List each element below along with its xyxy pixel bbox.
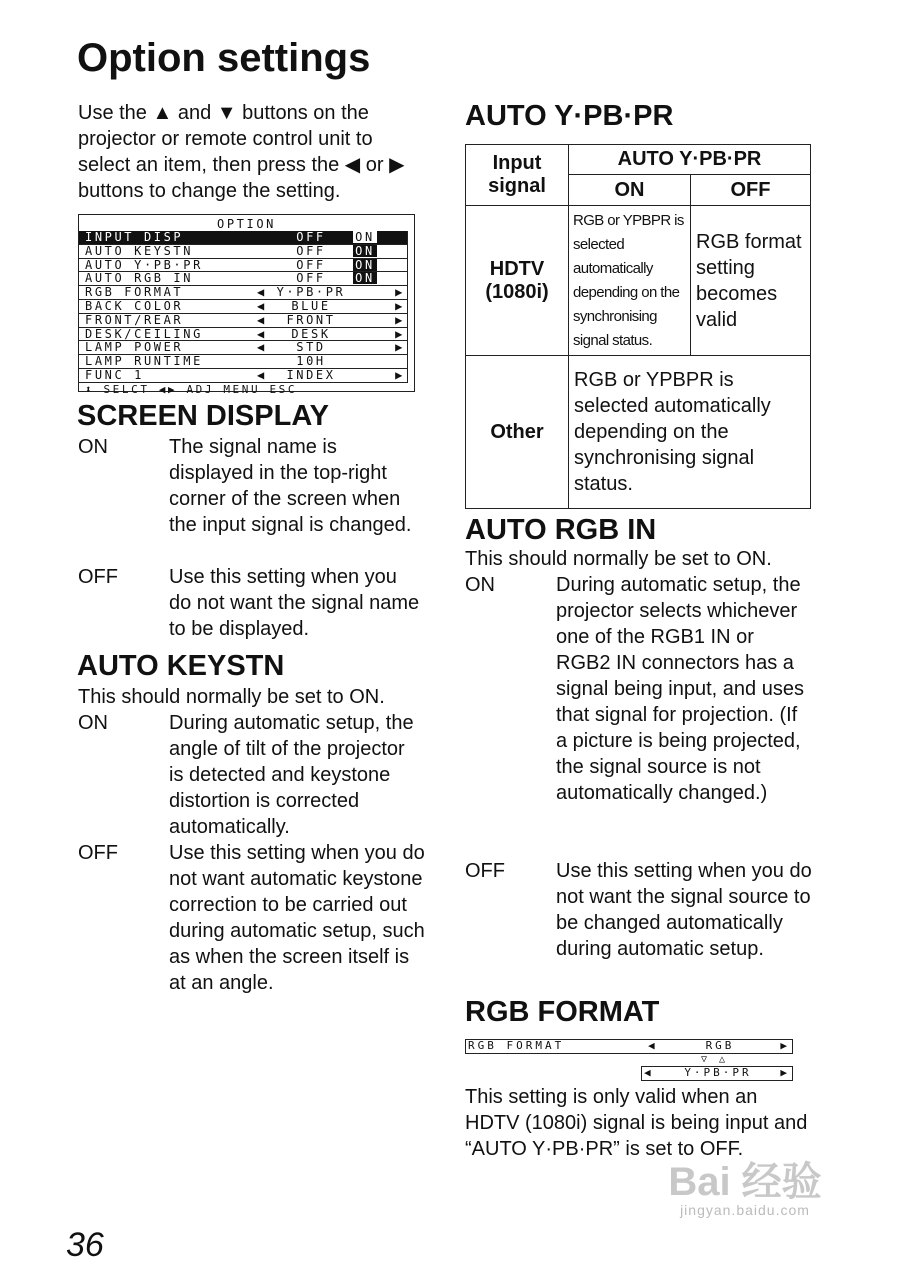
- auto-ypbpr-table: [465, 144, 811, 509]
- osd-value: RGB: [705, 1039, 735, 1052]
- osd-row-value: OFF: [296, 257, 326, 272]
- osd-option-menu: [78, 214, 415, 396]
- osd-row-on: ON: [353, 245, 377, 257]
- table-cell: RGB or YPBPR is selected automatically depending on the synchronising signal status.: [569, 356, 811, 509]
- left-arrow-icon: ◀: [648, 1039, 658, 1052]
- left-arrow-icon: ◀: [257, 340, 267, 355]
- down-up-arrows-icon: ▽ △: [701, 1054, 729, 1065]
- left-arrow-icon: ◀: [257, 298, 267, 313]
- osd-row-label: LAMP RUNTIME: [85, 354, 203, 369]
- osd-row: [465, 1039, 793, 1054]
- right-arrow-icon: ▶: [395, 298, 405, 313]
- def-term: OFF: [465, 860, 505, 882]
- osd-row-value: STD: [296, 340, 326, 355]
- osd-row-label: INPUT DISP: [85, 230, 184, 244]
- def-term: ON: [78, 436, 108, 458]
- osd-row-label: AUTO KEYSTN: [85, 243, 194, 258]
- def-term: ON: [465, 574, 495, 596]
- osd-row-label: AUTO Y·PB·PR: [85, 257, 203, 272]
- osd-menu-row: [79, 341, 408, 355]
- osd-header: OPTION: [217, 217, 276, 231]
- toggle-arrows: [465, 1054, 793, 1066]
- osd-value: Y·PB·PR: [684, 1066, 752, 1079]
- auto-rgb-in-heading: AUTO RGB IN: [465, 514, 657, 546]
- osd-row-value: INDEX: [286, 367, 336, 382]
- def-desc: The signal name is displayed in the top-right corner of the screen when the input signal is changed.: [169, 436, 412, 536]
- watermark-logo: Bai 经验: [668, 1160, 822, 1204]
- rgb-format-osd: [465, 1039, 793, 1081]
- left-arrow-icon: ◀: [257, 312, 267, 327]
- osd-row-label: RGB FORMAT: [85, 285, 184, 300]
- table-cell: RGB or YPBPR is selected automatically depending on the synchronising signal status.: [569, 206, 691, 356]
- osd-row-on: ON: [353, 259, 377, 271]
- def-desc: Use this setting when you do not want automatic keystone correction to be carried out during automatic setup, such as when the screen itself is at an angle.: [169, 842, 425, 994]
- page-number: 36: [66, 1226, 104, 1264]
- left-arrow-icon: ◀: [257, 285, 267, 300]
- osd-row-value: FRONT: [286, 312, 336, 327]
- right-arrow-icon: ▶: [395, 340, 405, 355]
- osd-label: RGB FORMAT: [468, 1039, 565, 1052]
- section-intro: This should normally be set to ON.: [78, 686, 385, 708]
- right-arrow-icon: ▶: [395, 312, 405, 327]
- osd-row-value: OFF: [296, 271, 326, 286]
- table-cell: RGB format setting becomes valid: [691, 206, 811, 356]
- section-intro: This should normally be set to ON.: [465, 548, 772, 570]
- def-desc: Use this setting when you do not want the signal name to be displayed.: [169, 566, 420, 640]
- table-row-hdtv: HDTV (1080i): [466, 206, 569, 356]
- page-title: Option settings: [77, 36, 371, 80]
- rgb-format-text: This setting is only valid when an HDTV (1080i) signal is being input and “AUTO Y·PB·PR” is set to OFF.: [465, 1086, 808, 1160]
- osd-row-label: FRONT/REAR: [85, 312, 184, 327]
- osd-row-value: OFF: [296, 230, 326, 244]
- osd-row-value: Y·PB·PR: [276, 285, 346, 300]
- osd-menu-row: [79, 355, 408, 369]
- watermark-url: jingyan.baidu.com: [680, 1202, 810, 1218]
- left-arrow-icon: ◀: [257, 367, 267, 382]
- def-term: ON: [78, 712, 108, 734]
- osd-row-on: ON: [353, 272, 377, 284]
- baidu-watermark: [640, 1162, 850, 1218]
- def-desc: During automatic setup, the angle of tilt of the projector is detected and keystone distortion is corrected automatically.: [169, 712, 414, 838]
- osd-menu-row: [79, 369, 408, 383]
- osd-row-value: OFF: [296, 243, 326, 258]
- table-on-header: ON: [569, 175, 691, 206]
- right-arrow-icon: ▶: [395, 367, 405, 382]
- table-group-header: AUTO Y·PB·PR: [569, 145, 811, 175]
- table-col-header: Input signal: [466, 145, 569, 206]
- osd-row-label: BACK COLOR: [85, 298, 184, 313]
- auto-ypbpr-heading: AUTO Y·PB·PR: [465, 100, 674, 132]
- osd-row-label: AUTO RGB IN: [85, 271, 194, 286]
- osd-row-alt: [641, 1066, 793, 1081]
- table-off-header: OFF: [691, 175, 811, 206]
- left-arrow-icon: ◀: [257, 326, 267, 341]
- osd-row-on: ON: [353, 231, 377, 243]
- osd-menu-row: [79, 259, 408, 273]
- right-arrow-icon: ▶: [780, 1039, 790, 1052]
- right-arrow-icon: ▶: [395, 326, 405, 341]
- osd-menu-row: [79, 245, 408, 259]
- osd-footer: ⬍ SELCT ◀▶ ADJ MENU ESC: [85, 382, 298, 396]
- osd-row-value: 10H: [296, 354, 326, 369]
- osd-row-label: DESK/CEILING: [85, 326, 203, 341]
- osd-menu-row: [79, 314, 408, 328]
- right-arrow-icon: ▶: [395, 285, 405, 300]
- def-desc: Use this setting when you do not want the signal source to be changed automatically during automatic setup.: [556, 860, 812, 960]
- intro-text: Use the ▲ and ▼ buttons on the projector or remote control unit to select an item, then press the ◀ or ▶ buttons to change the setting.: [78, 102, 405, 202]
- def-term: OFF: [78, 842, 118, 864]
- osd-row-value: DESK: [291, 326, 331, 341]
- osd-menu-row: [79, 328, 408, 342]
- osd-menu-row: [79, 300, 408, 314]
- screen-display-heading: SCREEN DISPLAY: [77, 400, 329, 432]
- auto-keystn-heading: AUTO KEYSTN: [77, 650, 285, 682]
- osd-row-value: BLUE: [291, 298, 331, 313]
- def-desc: During automatic setup, the projector selects whichever one of the RGB1 IN or RGB2 IN connectors has a signal being input, and uses that signal for projection. (If a picture is being projected, the signal source is not automatically changed.): [556, 574, 804, 804]
- osd-menu-row: [79, 231, 408, 245]
- osd-row-label: FUNC 1: [85, 367, 144, 382]
- rgb-format-heading: RGB FORMAT: [465, 996, 660, 1028]
- osd-row-label: LAMP POWER: [85, 340, 184, 355]
- right-arrow-icon: ▶: [780, 1066, 790, 1079]
- osd-menu-row: [79, 272, 408, 286]
- table-row-other: Other: [466, 356, 569, 509]
- osd-menu-row: [79, 286, 408, 300]
- def-term: OFF: [78, 566, 118, 588]
- left-arrow-icon: ◀: [644, 1066, 654, 1079]
